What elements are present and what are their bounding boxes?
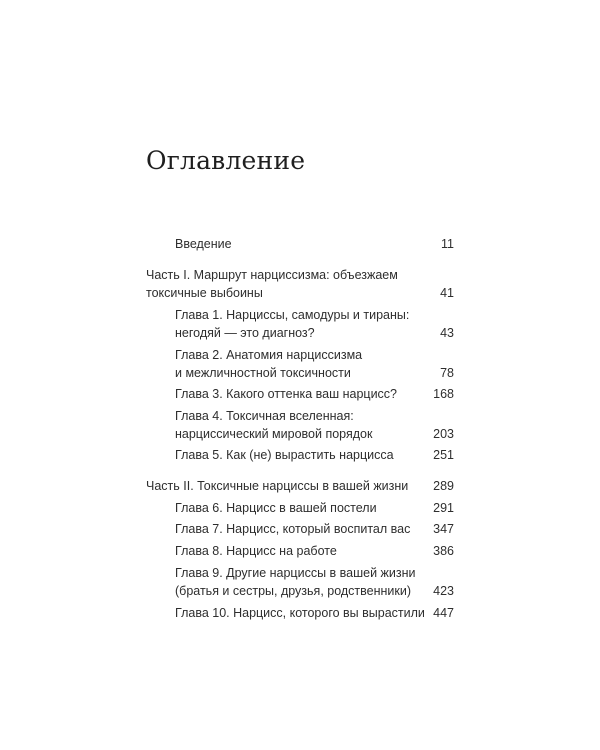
toc-page-number: 291 <box>433 501 454 515</box>
toc-entry-title-line1: Глава 4. Токсичная вселенная: <box>175 409 354 423</box>
toc-page-number: 78 <box>440 366 454 380</box>
toc-entry-title-line2: и межличностной токсичности <box>175 366 351 380</box>
toc-entry-title-line2: нарциссический мировой порядок <box>175 427 373 441</box>
toc-page-number: 41 <box>440 286 454 300</box>
toc-entry-title-line1: Глава 2. Анатомия нарциссизма <box>175 348 363 362</box>
toc-entry-title: Глава 5. Как (не) вырастить нарцисса <box>175 448 394 462</box>
toc-entry-title-line1: Часть I. Маршрут нарциссизма: объезжаем <box>146 268 398 282</box>
toc-entry-title-line2: негодяй — это диагноз? <box>175 326 315 340</box>
toc-entry-title-line2: (братья и сестры, друзья, родственники) <box>175 584 412 598</box>
toc-entry-title: Глава 8. Нарцисс на работе <box>175 544 337 558</box>
toc-page-number: 289 <box>433 479 454 493</box>
toc-page-number: 447 <box>433 606 454 620</box>
page-title: Оглавление <box>146 146 306 175</box>
toc-page-number: 347 <box>433 522 454 536</box>
toc-page-number: 203 <box>433 427 454 441</box>
toc-page-number: 11 <box>441 237 454 251</box>
toc-entry-title: Глава 7. Нарцисс, который воспитал вас <box>175 522 411 536</box>
toc-page-number: 43 <box>440 326 454 340</box>
toc-entry-title-line1: Глава 9. Другие нарциссы в вашей жизни <box>175 566 416 580</box>
toc-page-number: 386 <box>433 544 454 558</box>
toc-entry-title: Глава 3. Какого оттенка ваш нарцисс? <box>175 387 398 401</box>
toc-entry-title: Глава 6. Нарцисс в вашей постели <box>175 501 377 515</box>
toc-entry-title: Глава 10. Нарцисс, которого вы вырастили <box>175 606 425 620</box>
toc-page-number: 251 <box>433 448 454 462</box>
toc-entry-title: Введение <box>175 237 232 251</box>
toc-entry-title-line2: токсичные выбоины <box>146 286 263 300</box>
toc-page-number: 423 <box>433 584 454 598</box>
toc-entry-title: Часть II. Токсичные нарциссы в вашей жизни <box>146 479 409 493</box>
toc-page-number: 168 <box>433 387 454 401</box>
toc-entry-title-line1: Глава 1. Нарциссы, самодуры и тираны: <box>175 308 410 322</box>
